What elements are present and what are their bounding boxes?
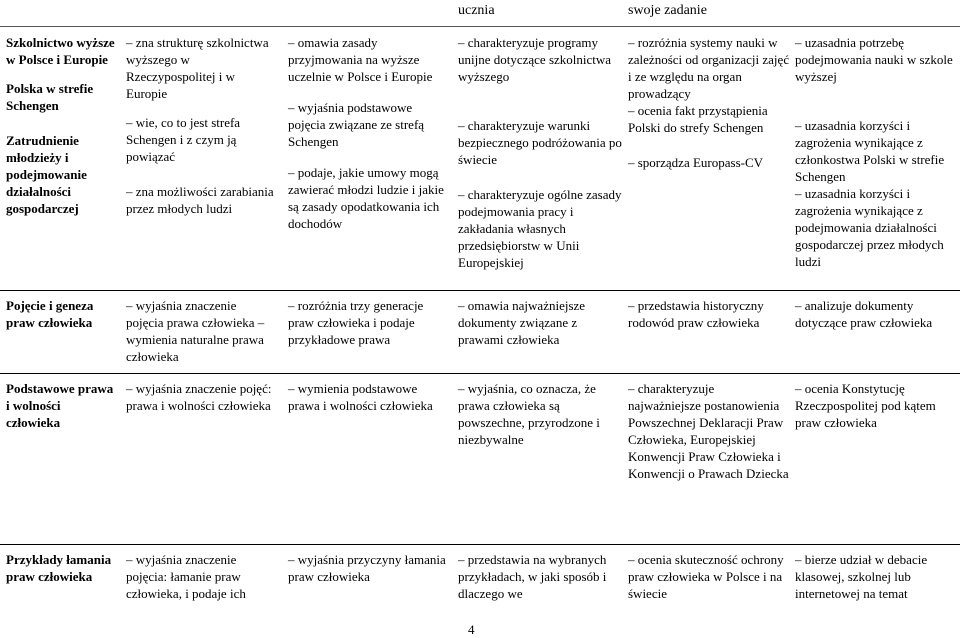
requirement: – charakteryzuje najważniejsze postanowienia Powszechnej Deklaracji Praw Człowieka, Europejskiej Konwencji Praw Człowieka i Konwencji o Prawach Dziecka xyxy=(628,381,789,481)
requirement-cell xyxy=(458,34,623,271)
requirement: – sporządza Europass-CV xyxy=(628,155,764,170)
column-header-students: ucznia xyxy=(458,3,495,18)
requirement: – wyjaśnia, co oznacza, że prawa człowieka są powszechne, przyrodzone i niezbywalne xyxy=(458,381,600,447)
requirement: – charakteryzuje programy unijne dotyczące szkolnictwa wyższego xyxy=(458,35,612,84)
topic: Polska w strefie Schengen xyxy=(6,81,94,113)
requirement: – bierze udział w debacie klasowej, szkolnej lub internetowej na temat xyxy=(795,552,928,601)
requirement-cell xyxy=(628,34,790,171)
requirement-cell xyxy=(795,34,957,270)
requirement: – podaje, jakie umowy mogą zawierać młodzi ludzie i jakie są zasady opodatkowania ich dochodów xyxy=(288,165,444,231)
requirement: – ocenia fakt przystąpienia Polski do strefy Schengen xyxy=(628,103,768,135)
requirement: – uzasadnia potrzebę podejmowania nauki w szkole wyższej xyxy=(795,35,953,84)
requirement: – ocenia skuteczność ochrony praw człowieka w Polsce i na świecie xyxy=(628,552,784,601)
table-row xyxy=(0,545,960,615)
topic: Podstawowe prawa i wolności człowieka xyxy=(6,381,114,430)
requirement: – charakteryzuje ogólne zasady podejmowania pracy i zakładania własnych przedsiębiorstw w Unii Europejskiej xyxy=(458,187,622,270)
page-number: 4 xyxy=(468,622,475,637)
requirement: – wyjaśnia podstawowe pojęcia związane ze strefą Schengen xyxy=(288,100,425,149)
requirement: – wymienia podstawowe prawa i wolności człowieka xyxy=(288,381,433,413)
topic-cell xyxy=(6,34,116,217)
topic: Przykłady łamania praw człowieka xyxy=(6,552,112,584)
requirement: – zna możliwości zarabiania przez młodych ludzi xyxy=(126,184,274,216)
requirement: – przedstawia na wybranych przykładach, w jaki sposób i dlaczego we xyxy=(458,552,607,601)
requirement: – uzasadnia korzyści i zagrożenia wynikające z członkostwa Polski w strefie Schengen xyxy=(795,118,945,184)
requirement: – wyjaśnia znaczenie pojęcia: łamanie praw człowieka, i podaje ich xyxy=(126,552,246,601)
requirement: – wyjaśnia znaczenie pojęcia prawa człowieka – wymienia naturalne prawa człowieka xyxy=(126,298,265,364)
requirement: – omawia najważniejsze dokumenty związane z prawami człowieka xyxy=(458,298,586,347)
header-border xyxy=(0,26,960,27)
requirement: – charakteryzuje warunki bezpiecznego podróżowania po świecie xyxy=(458,118,622,167)
requirement: – rozróżnia systemy nauki w zależności od organizacji zajęć i ze względu na organ prowadzący xyxy=(628,35,790,101)
requirement: – przedstawia historyczny rodowód praw człowieka xyxy=(628,298,764,330)
requirement-cell xyxy=(288,34,448,246)
requirement: – wyjaśnia przyczyny łamania praw człowieka xyxy=(288,552,446,584)
requirement: – rozróżnia trzy generacje praw człowieka i podaje przykładowe prawa xyxy=(288,298,424,347)
table-row xyxy=(0,291,960,366)
requirement: – wie, co to jest strefa Schengen i z czym ją powiązać xyxy=(126,115,241,164)
requirement: – omawia zasady przyjmowania na wyższe uczelnie w Polsce i Europie xyxy=(288,35,433,84)
table-row xyxy=(0,28,960,288)
requirement-cell xyxy=(126,34,276,217)
requirement: – zna strukturę szkolnictwa wyższego w Rzeczypospolitej i w Europie xyxy=(126,35,269,101)
requirement: – ocenia Konstytucję Rzeczpospolitej pod kątem praw człowieka xyxy=(795,381,936,430)
requirement: – analizuje dokumenty dotyczące praw człowieka xyxy=(795,298,933,330)
requirement: – uzasadnia korzyści i zagrożenia wynikające z podejmowania działalności gospodarczej przez młodych ludzi xyxy=(795,186,944,269)
column-header-task: swoje zadanie xyxy=(628,3,707,18)
topic: Szkolnictwo wyższe w Polsce i Europie xyxy=(6,35,115,67)
requirement: – wyjaśnia znaczenie pojęć: prawa i wolności człowieka xyxy=(126,381,272,413)
table-row xyxy=(0,374,960,539)
topic: Pojęcie i geneza praw człowieka xyxy=(6,298,94,330)
topic: Zatrudnienie młodzieży i podejmowanie działalności gospodarczej xyxy=(6,133,87,216)
